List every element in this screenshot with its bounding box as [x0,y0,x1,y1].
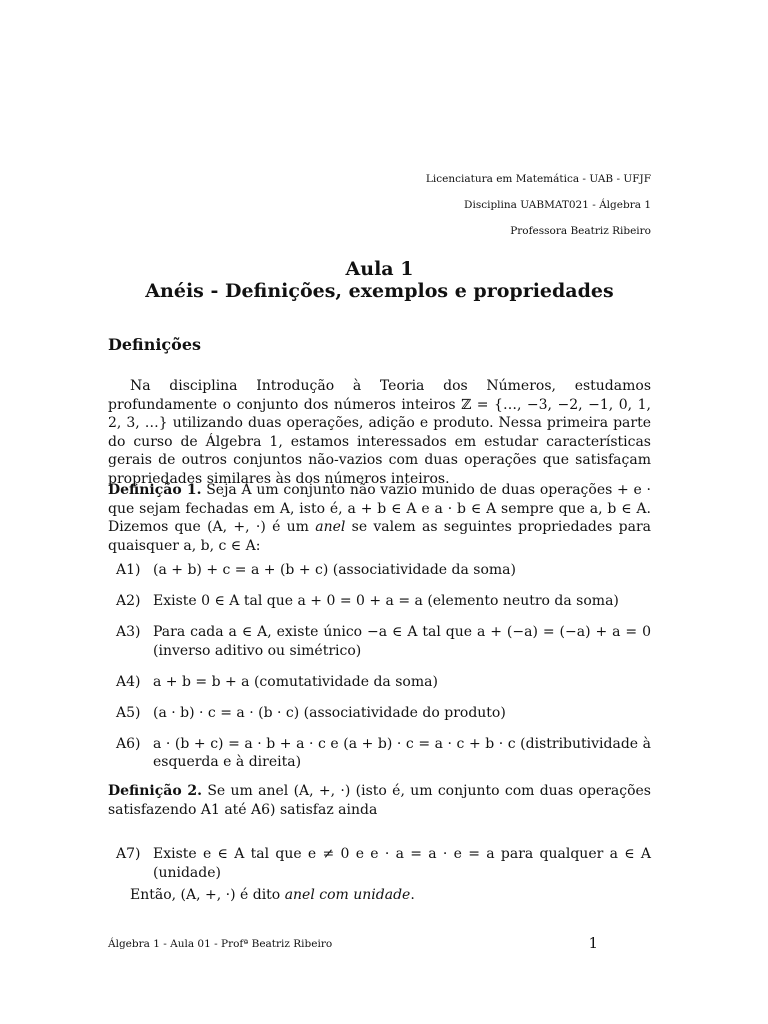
definition-1-text-after: se valem as seguintes propriedades para quaisquer a, b, c ∈ A: [108,519,652,554]
axiom-text: (a · b) · c = a · (b · c) (associatividade do produto) [153,704,506,721]
definition-1-text-before: Seja A um conjunto não vazio munido de duas operações + e · que sejam fechadas em A, isto é, a + b ∈ A e a · b ∈ A sempre que a, b ∈ A. Dizemos que (A, +, ·) é um [108,482,651,535]
list-item [116,623,651,660]
header-professor-line: Professora Beatriz Ribeiro [510,225,651,237]
axiom-text: (a + b) + c = a + (b + c) (associatividade da soma) [153,562,516,578]
definition-1-term: anel [315,519,346,535]
definition-2 [108,782,651,819]
axiom-text: Para cada a ∈ A, existe único −a ∈ A tal que a + (−a) = (−a) + a = 0 (inverso aditivo ou simétrico) [153,624,651,659]
list-item [116,561,651,580]
list-item [116,592,651,611]
intro-paragraph: Na disciplina Introdução à Teoria dos Números, estudamos profundamente o conjunto dos números inteiros ℤ = {…, −3, −2, −1, 0, 1, 2, 3, …} utilizando duas operações, adição e produto. Nessa primeira parte do curso de Álgebra 1, estamos interessados em estudar características gerais de outros conjuntos não-vazios com duas operações que satisfaçam propriedades similares às dos números inteiros. [108,378,651,487]
definition-2-text: Se um anel (A, +, ·) (isto é, um conjunto com duas operações satisfazendo A1 até A6) satisfaz ainda [108,783,651,818]
closing-sentence [130,887,415,903]
definition-1-label: Definição 1. [108,482,202,498]
closing-before: Então, (A, +, ·) é dito [130,887,285,903]
list-item [116,735,651,772]
axiom-label: A6) [116,735,141,752]
axiom-label: A7) [116,846,141,862]
header-discipline-line: Disciplina UABMAT021 - Álgebra 1 [464,199,651,211]
axiom-text: Existe e ∈ A tal que e ≠ 0 e e · a = a · e = a para qualquer a ∈ A (unidade) [153,846,651,881]
definition-1 [108,481,651,555]
ring-axioms-list [116,561,651,784]
page-number: 1 [588,934,598,952]
axiom-text: Existe 0 ∈ A tal que a + 0 = 0 + a = a (elemento neutro da soma) [153,593,619,609]
definition-2-label: Definição 2. [108,783,203,799]
axiom-label: A1) [116,562,141,578]
course-header [426,166,651,244]
footer-text: Álgebra 1 - Aula 01 - Profª Beatriz Ribeiro [108,938,333,950]
lecture-title [108,258,651,302]
closing-term: anel com unidade [284,887,411,903]
axiom-label: A2) [116,593,141,609]
list-item [116,673,651,692]
title-lecture-subject: Anéis - Definições, exemplos e propriedades [145,280,614,302]
axiom-label: A4) [116,673,141,690]
axiom-label: A3) [116,624,141,640]
title-lecture-number: Aula 1 [345,258,414,280]
list-item [116,704,651,723]
header-course-line: Licenciatura em Matemática - UAB - UFJF [425,173,651,185]
axiom-label: A5) [116,704,141,721]
list-item [116,845,651,882]
document-page [108,0,651,1024]
axiom-text: a + b = b + a (comutatividade da soma) [153,673,438,690]
axiom-text: a · (b + c) = a · b + a · c e (a + b) · c = a · c + b · c (distributividade à esquerda e à direita) [153,735,651,770]
section-heading: Definições [108,335,201,354]
closing-after: . [410,887,415,903]
